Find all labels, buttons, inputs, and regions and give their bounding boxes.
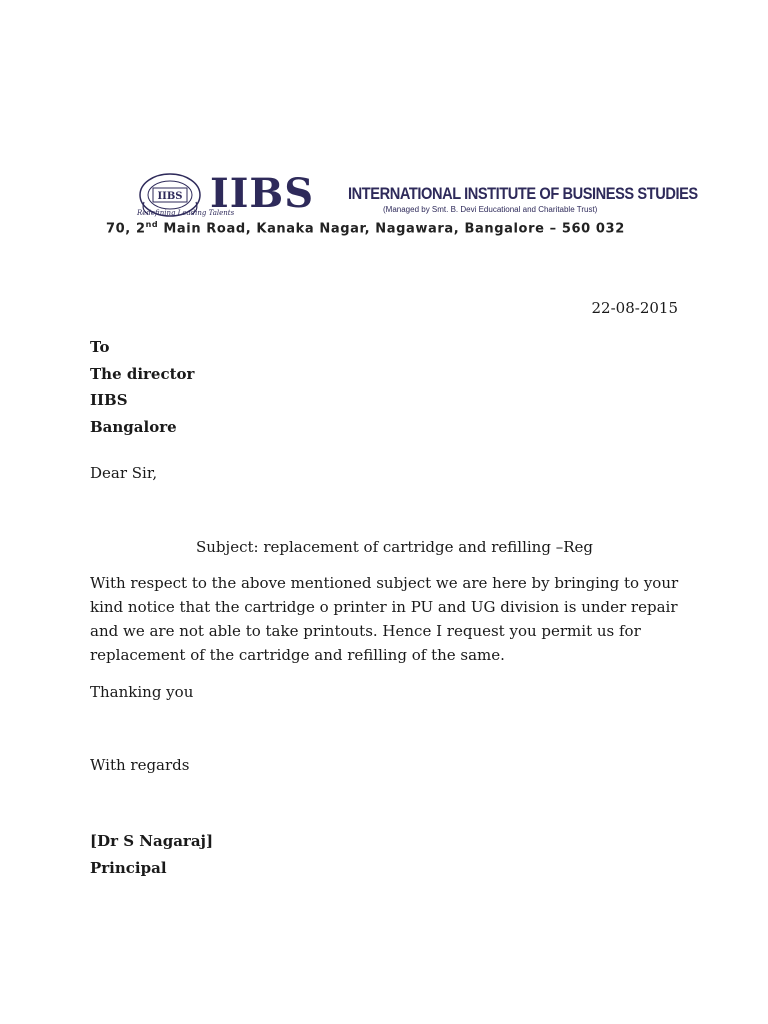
recipient-line: To — [90, 338, 110, 356]
address-superscript: nd — [145, 220, 159, 229]
subject-line: Subject: replacement of cartridge and refilling –Reg — [196, 538, 593, 556]
closing-regards: With regards — [90, 756, 190, 774]
address-suffix: Main Road, Kanaka Nagar, Nagawara, Bangalore – 560 032 — [158, 221, 625, 237]
signature-block — [90, 828, 213, 881]
address-prefix: 70, 2 — [106, 221, 146, 237]
managed-by-line: (Managed by Smt. B. Devi Educational and Charitable Trust) — [383, 205, 598, 214]
closing-thanks: Thanking you — [90, 683, 194, 701]
letterhead — [0, 160, 768, 250]
svg-text:IIBS: IIBS — [157, 191, 183, 202]
brand-logo-text: IIBS — [210, 170, 315, 217]
body-line: With respect to the above mentioned subject we are here by bringing to your — [90, 574, 679, 592]
letter-body — [90, 571, 690, 667]
tagline: Redefining Leading Talents — [137, 209, 235, 217]
signatory-name: [Dr S Nagaraj] — [90, 832, 214, 850]
institute-name: INTERNATIONAL INSTITUTE OF BUSINESS STUDIES — [348, 184, 698, 203]
recipient-line: Bangalore — [90, 417, 177, 436]
letter-date: 22-08-2015 — [591, 299, 678, 317]
recipient-line: IIBS — [90, 391, 128, 409]
recipient-block — [90, 334, 194, 440]
body-line: kind notice that the cartridge o printer in PU and UG division is under repair — [90, 598, 678, 616]
body-line: and we are not able to take printouts. Hence I request you permit us for — [90, 622, 641, 640]
recipient-line: The director — [90, 364, 195, 383]
body-line: replacement of the cartridge and refilling of the same. — [90, 646, 505, 664]
institute-address — [106, 220, 625, 236]
signatory-title: Principal — [90, 858, 167, 877]
salutation: Dear Sir, — [90, 464, 158, 482]
